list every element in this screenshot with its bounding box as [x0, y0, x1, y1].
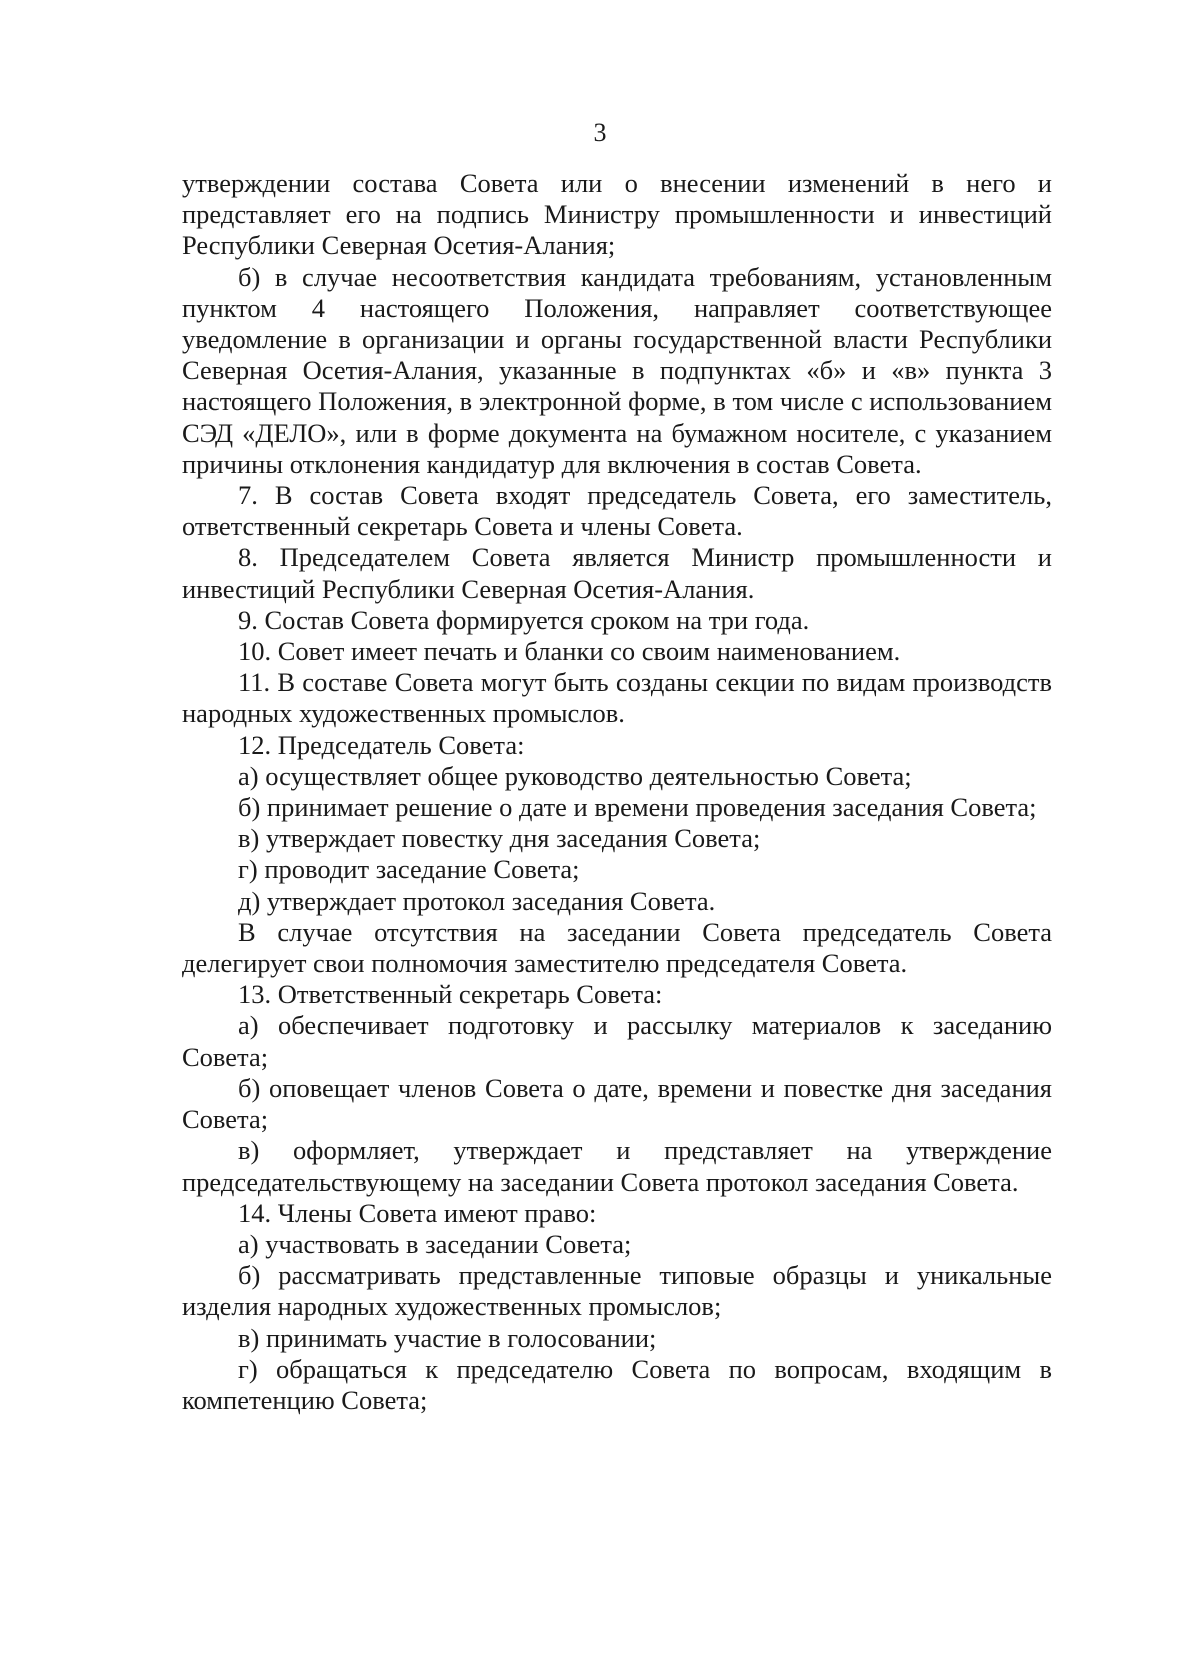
- paragraph: 12. Председатель Совета:: [238, 729, 525, 760]
- paragraph: 13. Ответственный секретарь Совета:: [238, 979, 663, 1010]
- paragraph: В случае отсутствия на заседании Совета председатель Совета делегирует свои полномочия заместителю председателя Совета.: [182, 916, 1052, 979]
- paragraph: б) оповещает членов Совета о дате, времени и повестке дня заседания Совета;: [182, 1072, 1052, 1135]
- paragraph: а) осуществляет общее руководство деятельностью Совета;: [238, 760, 912, 791]
- paragraph: 8. Председателем Совета является Министр промышленности и инвестиций Республики Северная Осетия-Алания.: [182, 542, 1052, 604]
- paragraph: б) принимает решение о дате и времени проведения заседания Совета;: [238, 792, 1037, 823]
- paragraph: а) участвовать в заседании Совета;: [238, 1228, 632, 1259]
- paragraph: б) в случае несоответствия кандидата требованиям, установленным пунктом 4 настоящего Положения, направляет соответствующее уведомление в организации и органы государственной власти Республики Северная Осетия-Алания, указанные в подпунктах «б» и «в» пункта 3 настоящего Положения, в электронной форме, в том числе с использованием СЭД «ДЕЛО», или в форме документа на бумажном носителе, с указанием причины отклонения кандидатур для включения в состав Совета.: [182, 261, 1052, 479]
- paragraph: г) обращаться к председателю Совета по вопросам, входящим в компетенцию Совета;: [182, 1353, 1052, 1415]
- paragraph: б) рассматривать представленные типовые образцы и уникальные изделия народных художественных промыслов;: [182, 1260, 1052, 1322]
- paragraph: а) обеспечивает подготовку и рассылку материалов к заседанию Совета;: [182, 1010, 1052, 1072]
- paragraph: 10. Совет имеет печать и бланки со своим наименованием.: [238, 636, 901, 667]
- paragraph: д) утверждает протокол заседания Совета.: [238, 885, 716, 916]
- paragraph: в) оформляет, утверждает и представляет на утверждение председательствующему на заседании Совета протокол заседания Совета.: [182, 1135, 1052, 1197]
- paragraph: 11. В составе Совета могут быть созданы секции по видам производств народных художественных промыслов.: [182, 667, 1052, 729]
- paragraph: 9. Состав Совета формируется сроком на три года.: [238, 604, 810, 635]
- paragraph: 7. В состав Совета входят председатель Совета, его заместитель, ответственный секретарь Совета и члены Совета.: [182, 480, 1052, 542]
- paragraph: утверждении состава Совета или о внесении изменений в него и представляет его на подпись Министру промышленности и инвестиций Республики Северная Осетия-Алания;: [182, 168, 1052, 261]
- paragraph: в) утверждает повестку дня заседания Совета;: [238, 823, 761, 854]
- paragraph: г) проводит заседание Совета;: [238, 854, 580, 885]
- document-body: [182, 168, 1052, 1416]
- paragraph: 14. Члены Совета имеют право:: [238, 1197, 597, 1228]
- paragraph: в) принимать участие в голосовании;: [238, 1322, 657, 1353]
- page-number: 3: [593, 118, 607, 147]
